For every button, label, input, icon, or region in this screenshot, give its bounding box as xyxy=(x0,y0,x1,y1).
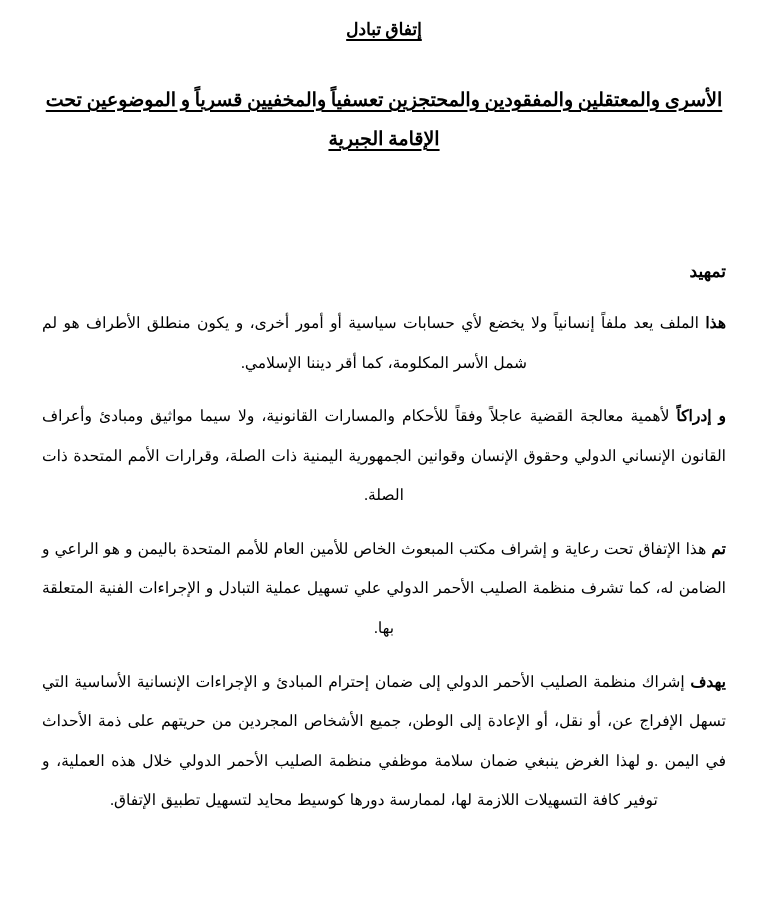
document-title-line-3 xyxy=(42,122,726,158)
paragraph-yahdif-lead: يهدف xyxy=(690,673,726,691)
document-title-line-2-text: الأسرى والمعتقلين والمفقودين والمحتجزين تعسفياً والمخفيين قسرياً و الموضوعين تحت xyxy=(45,90,723,112)
paragraph-tamma-lead: تم xyxy=(711,540,726,558)
document-title-line-1 xyxy=(42,14,726,46)
paragraph-idrakan-lead: و إدراكاً xyxy=(676,408,727,426)
document-title-block xyxy=(42,0,726,158)
paragraph-tamma-text: هذا الإتفاق تحت رعاية و إشراف مكتب المبعوث الخاص للأمين العام للأمم المتحدة باليمن و هو الراعي و الضامن له، كما تشرف منظمة الصليب الأحمر الدولي علي تسهيل عملية التبادل و الإجراءات الفنية المتعلقة بها. xyxy=(42,540,726,637)
section-heading-preamble xyxy=(42,262,726,282)
paragraph-idrakan xyxy=(42,397,726,516)
paragraph-hadha xyxy=(42,304,726,383)
document-title-line-3-text: الإقامة الجبرية xyxy=(328,129,440,151)
paragraph-idrakan-text: لأهمية معالجة القضية عاجلاً وفقاً للأحكام والمسارات القانونية، ولا سيما مواثيق ومبادئ وأعراف القانون الإنساني الدولي وحقوق الإنسان وقوانين الجمهورية اليمنية ذات الصلة، وقرارات الأمم المتحدة ذات الصلة. xyxy=(42,408,726,505)
document-title-line-1-text: إتفاق تبادل xyxy=(346,20,422,39)
paragraph-tamma xyxy=(42,530,726,649)
document-body xyxy=(42,304,726,820)
paragraph-yahdif-text: إشراك منظمة الصليب الأحمر الدولي إلى ضمان إحترام المبادئ و الإجراءات الإنسانية الأساسية التي تسهل الإفراج عن، أو نقل، أو الإعادة إلى الوطن، جميع الأشخاص المجردين من حريتهم على ذمة الأحداث في اليمن .و لهذا الغرض ينبغي ضمان سلامة موظفي منظمة الصليب الأحمر الدولي خلال هذه العملية، و توفير كافة التسهيلات اللازمة لها، لممارسة دورها كوسيط محايد لتسهيل تطبيق الإتفاق. xyxy=(42,673,726,810)
paragraph-yahdif xyxy=(42,663,726,821)
section-heading-label: تمهيد xyxy=(689,262,726,282)
document-title-line-2 xyxy=(42,82,726,120)
paragraph-hadha-text: الملف يعد ملفاً إنسانياً ولا يخضع لأي حسابات سياسية أو أمور أخرى، و يكون منطلق الأطراف هو لم شمل الأسر المكلومة، كما أقر ديننا الإسلامي. xyxy=(42,315,706,372)
paragraph-hadha-lead: هذا xyxy=(705,315,726,333)
